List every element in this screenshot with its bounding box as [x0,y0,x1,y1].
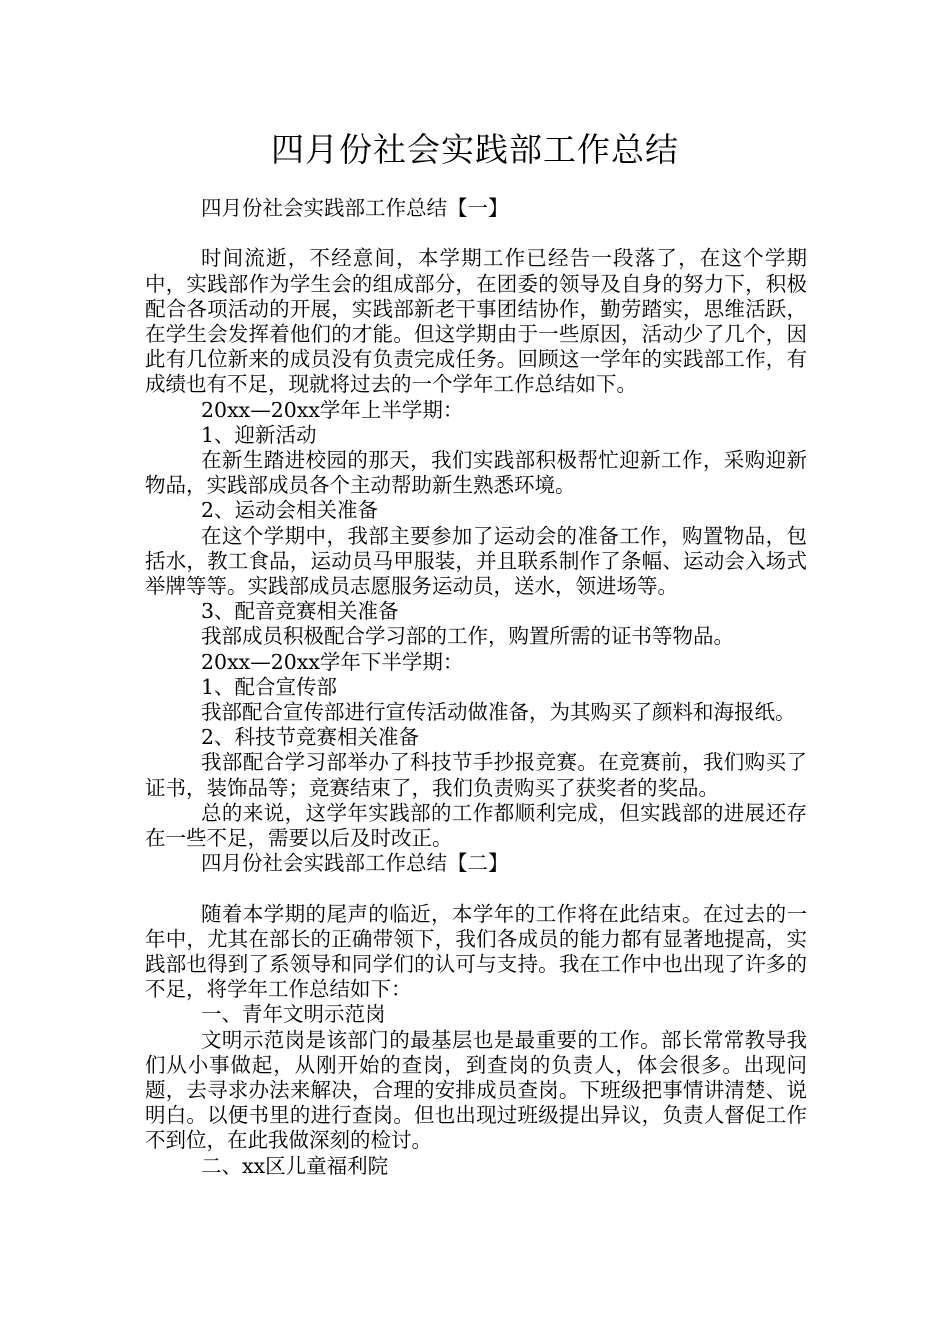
paragraph: 随着本学期的尾声的临近，本学年的工作将在此结束。在过去的一年中，尤其在部长的正确带领下，我们各成员的能力都有显著地提高，实践部也得到了系领导和同学们的认可与支持。我在工作中也出现了许多的不足，将学年工作总结如下： [145,901,807,1002]
paragraph: 我部配合宣传部进行宣传活动做准备，为其购买了颜料和海报纸。 [201,700,796,725]
item-heading: 二、xx区儿童福利院 [201,1153,389,1178]
item-heading: 2、运动会相关准备 [201,498,379,523]
paragraph: 文明示范岗是该部门的最基层也是最重要的工作。部长常常教导我们从小事做起，从刚开始的查岗，到查岗的负责人，体会很多。出现问题，去寻求办法来解决，合理的安排成员查岗。下班级把事情讲清楚、说明白。以便书里的进行查岗。但也出现过班级提出异议，负责人督促工作不到位，在此我做深刻的检讨。 [145,1027,807,1153]
paragraph: 在这个学期中，我部主要参加了运动会的准备工作，购置物品，包括水，教工食品，运动员马甲服装，并且联系制作了条幅、运动会入场式举牌等等。实践部成员志愿服务运动员，送水，领进场等。 [145,523,807,599]
semester-heading: 20xx—20xx学年下半学期： [201,649,464,674]
paragraph: 总的来说，这学年实践部的工作都顺利完成，但实践部的进展还存在一些不足，需要以后及时改正。 [145,800,807,851]
paragraph: 我部配合学习部举办了科技节手抄报竞赛。在竞赛前，我们购买了证书，装饰品等；竞赛结束了，我们负责购买了获奖者的奖品。 [145,750,807,800]
item-heading: 1、配合宣传部 [201,674,338,699]
paragraph: 我部成员积极配合学习部的工作，购置所需的证书等物品。 [201,624,734,649]
document-body [145,196,807,1179]
paragraph: 在新生踏进校园的那天，我们实践部积极帮忙迎新工作，采购迎新物品，实践部成员各个主动帮助新生熟悉环境。 [145,448,807,498]
document-title: 四月份社会实践部工作总结 [271,130,679,169]
item-heading: 一、青年文明示范岗 [201,1002,386,1027]
item-heading: 3、配音竞赛相关准备 [201,599,399,624]
section-heading: 四月份社会实践部工作总结【一】 [201,196,509,220]
item-heading: 2、科技节竞赛相关准备 [201,725,420,750]
section-heading: 四月份社会实践部工作总结【二】 [201,851,509,876]
item-heading: 1、迎新活动 [201,422,317,447]
paragraph: 时间流逝，不经意间，本学期工作已经告一段落了，在这个学期中，实践部作为学生会的组成部分，在团委的领导及自身的努力下，积极配合各项活动的开展，实践部新老干事团结协作，勤劳踏实，思维活跃，在学生会发挥着他们的才能。但这学期由于一些原因，活动少了几个，因此有几位新来的成员没有负责完成任务。回顾这一学年的实践部工作，有成绩也有不足，现就将过去的一个学年工作总结如下。 [145,246,807,397]
semester-heading: 20xx—20xx学年上半学期： [201,397,464,422]
